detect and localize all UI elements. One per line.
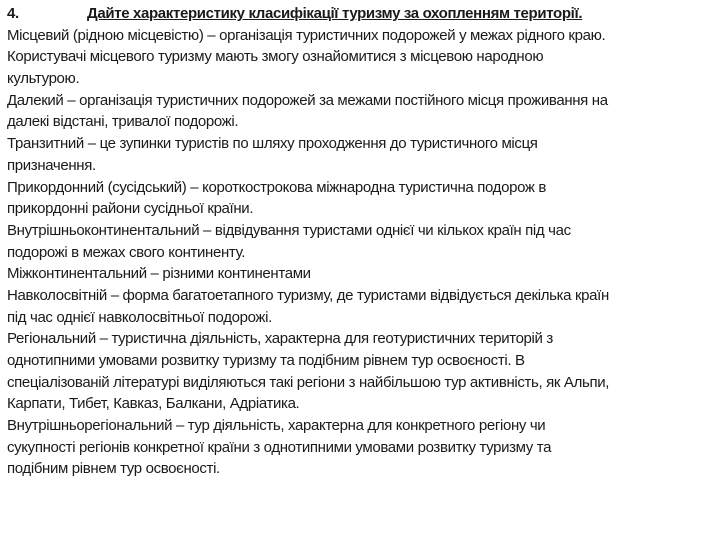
paragraph: [7, 415, 717, 480]
text-line: сукупності регіонів конкретної країни з однотипними умовами розвитку туризму та: [7, 438, 552, 456]
text-line: культурою.: [7, 70, 80, 88]
text-line: подорожі в межах свого континенту.: [7, 243, 246, 261]
paragraph: [7, 25, 717, 90]
text-line: однотипними умовами розвитку туризму та подібним рівнем тур освоєності. В: [7, 352, 525, 369]
text-line: Міжконтинентальний – різними континентами: [7, 265, 311, 283]
text-line: Транзитний – це зупинки туристів по шляху проходження до туристичного місця: [7, 135, 538, 153]
text-line: Навколосвітній – форма багатоетапного туризму, де туристами відвідується декілька країн: [7, 286, 609, 304]
paragraph: [7, 328, 717, 415]
paragraph: [7, 133, 717, 176]
document-body: [7, 25, 717, 480]
text-line: під час однієї навколосвітньої подорожі.: [7, 308, 272, 326]
paragraph: [7, 220, 717, 263]
text-line: Користувачі місцевого туризму мають змогу ознайомитися з місцевою народною: [7, 48, 544, 66]
question-number: 4.: [7, 5, 19, 22]
text-line: подібним рівнем тур освоєності.: [7, 460, 220, 478]
paragraph: [7, 177, 717, 220]
text-line: Далекий – організація туристичних подорожей за межами постійного місця проживання на: [7, 91, 608, 109]
text-line: прикордонні райони сусідньої країни.: [7, 200, 254, 218]
text-line: Карпати, Тибет, Кавказ, Балкани, Адріатика.: [7, 395, 300, 413]
text-line: Регіональний – туристична діяльність, характерна для геотуристичних територій з: [7, 330, 553, 348]
paragraph: [7, 285, 717, 328]
question-text: Дайте характеристику класифікації туризму за охопленням території.: [87, 5, 583, 22]
text-line: Внутрішньоконтинентальний – відвідування туристами однієї чи кількох країн під час: [7, 221, 571, 239]
text-line: далекі відстані, тривалої подорожі.: [7, 113, 239, 131]
text-line: спеціалізованій літературі виділяються такі регіони з найбільшою тур активність, як Альпи,: [7, 373, 610, 391]
text-line: Прикордонний (сусідський) – короткострокова міжнародна туристична подорож в: [7, 178, 547, 196]
question-title: [7, 3, 717, 25]
paragraph: [7, 90, 717, 133]
document: [7, 3, 717, 480]
text-line: Місцевий (рідною місцевістю) – організація туристичних подорожей у межах рідного краю.: [7, 26, 606, 44]
paragraph: [7, 263, 717, 285]
text-line: призначення.: [7, 156, 96, 174]
text-line: Внутрішньорегіональний – тур діяльність, характерна для конкретного регіону чи: [7, 417, 546, 435]
